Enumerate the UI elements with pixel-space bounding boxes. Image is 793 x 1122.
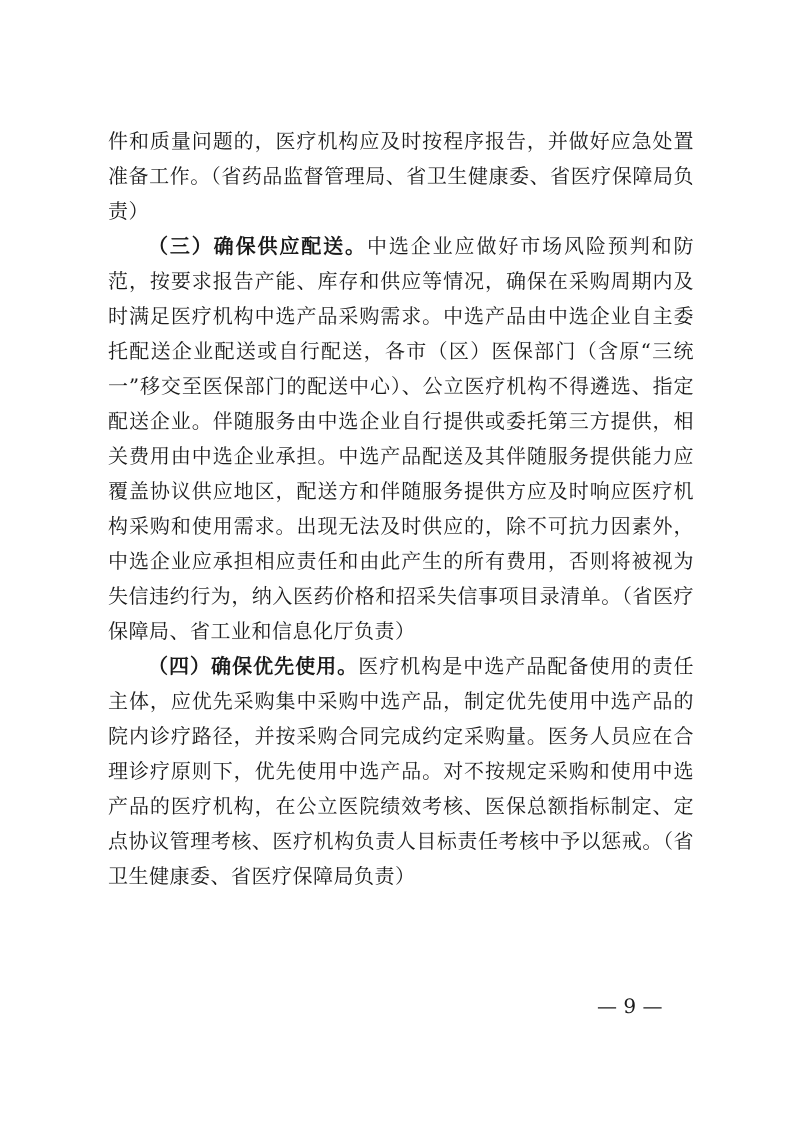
body-text [108,124,694,894]
paragraph-continuation [108,124,694,229]
paragraph-text: 医疗机构是中选产品配备使用的责任主体，应优先采购集中采购中选产品，制定优先使用中选产品的院内诊疗路径，并按采购合同完成约定采购量。医务人员应在合理诊疗原则下，优先使用中选产品。对不按规定采购和使用中选产品的医疗机构，在公立医院绩效考核、医保总额指标制定、定点协议管理考核、医疗机构负责人目标责任考核中予以惩戒。（省卫生健康委、省医疗保障局负责） [108,654,695,888]
paragraph-supply-delivery [108,229,694,649]
section-heading-three: （三）确保供应配送。 [148,234,367,258]
paragraph-text: 件和质量问题的，医疗机构应及时按程序报告，并做好应急处置准备工作。（省药品监督管理局、省卫生健康委、省医疗保障局负责） [108,129,694,223]
paragraph-text: 中选企业应做好市场风险预判和防范，按要求报告产能、库存和供应等情况，确保在采购周期内及时满足医疗机构中选产品采购需求。中选产品由中选企业自主委托配送企业配送或自行配送，各市（区）医保部门（含原“三统一”移交至医保部门的配送中心）、公立医疗机构不得遴选、指定配送企业。伴随服务由中选企业自行提供或委托第三方提供，相关费用由中选企业承担。中选产品配送及其伴随服务提供能力应覆盖协议供应地区，配送方和伴随服务提供方应及时响应医疗机构采购和使用需求。出现无法及时供应的，除不可抗力因素外，中选企业应承担相应责任和由此产生的所有费用，否则将被视为失信违约行为，纳入医药价格和招采失信事项目录清单。（省医疗保障局、省工业和信息化厅负责） [108,234,695,643]
paragraph-priority-use [108,649,694,894]
page-number: — 9 — [597,994,663,1018]
section-heading-four: （四）确保优先使用。 [148,654,359,678]
